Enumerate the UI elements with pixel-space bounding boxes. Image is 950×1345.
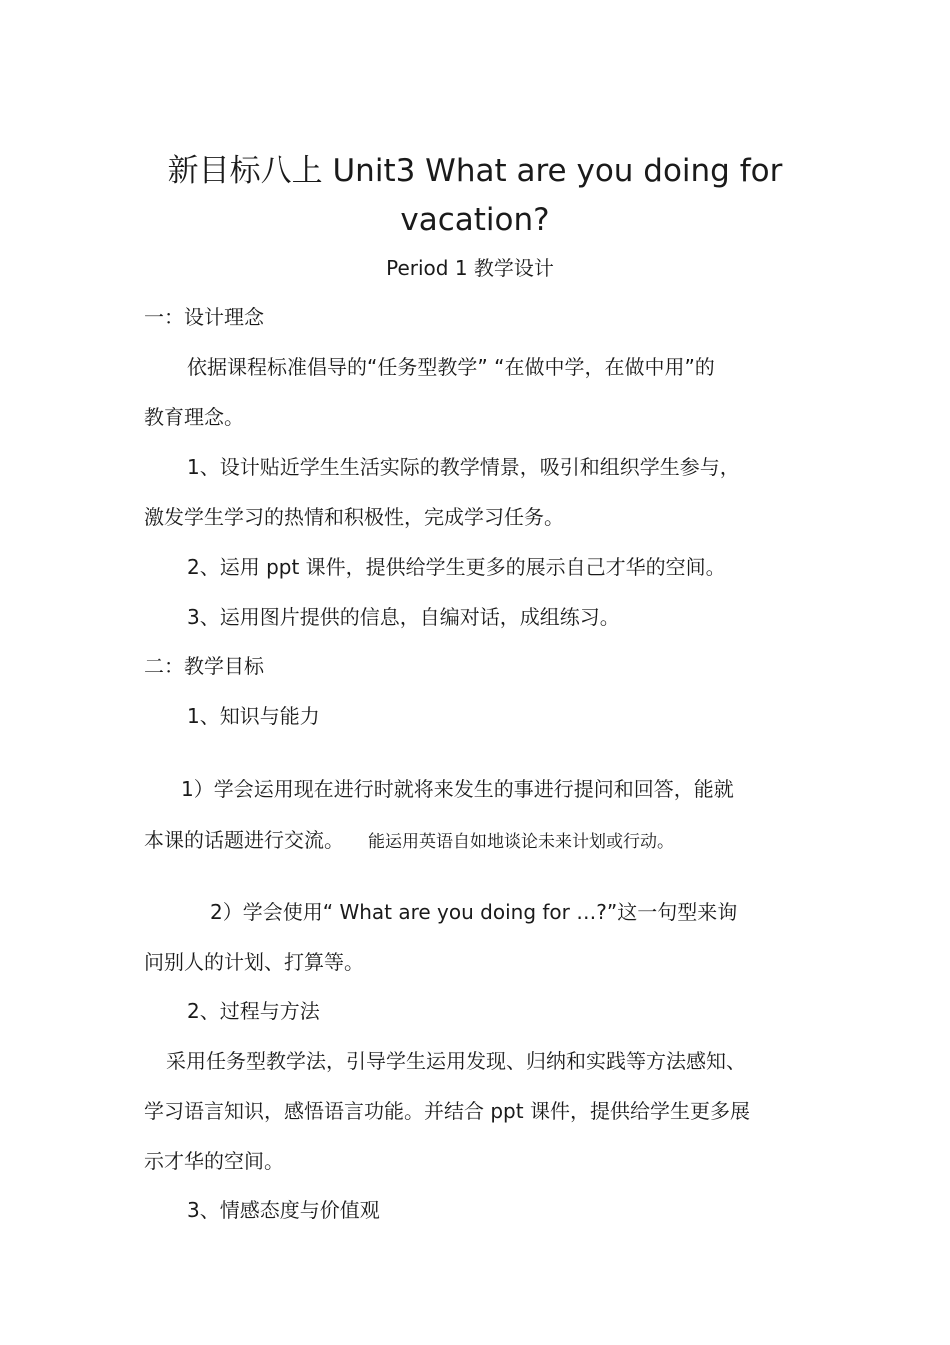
- paragraph-line: 学习语言知识，感悟语言功能。并结合 ppt 课件，提供给学生更多展: [144, 1099, 750, 1123]
- document-subtitle: Period 1 教学设计: [386, 256, 554, 280]
- document-title-line-2: vacation?: [400, 202, 550, 238]
- paragraph-line: 激发学生学习的热情和积极性，完成学习任务。: [144, 505, 564, 529]
- paragraph-line-small: 能运用英语自如地谈论未来计划或行动。: [368, 832, 674, 852]
- subsection-heading: 2、过程与方法: [187, 999, 320, 1023]
- paragraph-line: 依据课程标准倡导的“任务型教学” “在做中学，在做中用”的: [187, 355, 715, 379]
- paragraph-line: 教育理念。: [144, 405, 244, 429]
- list-item: 2、运用 ppt 课件，提供给学生更多的展示自己才华的空间。: [187, 555, 726, 579]
- section-heading-design-concept: 一：设计理念: [144, 305, 264, 329]
- section-heading-teaching-goals: 二：教学目标: [144, 654, 264, 678]
- paragraph-line: 示才华的空间。: [144, 1149, 284, 1173]
- paragraph-line: 采用任务型教学法，引导学生运用发现、归纳和实践等方法感知、: [166, 1049, 746, 1073]
- subsection-heading: 3、情感态度与价值观: [187, 1198, 380, 1222]
- paragraph-line: 问别人的计划、打算等。: [144, 950, 364, 974]
- list-item: 1）学会运用现在进行时就将来发生的事进行提问和回答，能就: [181, 777, 734, 801]
- list-item: 3、运用图片提供的信息，自编对话，成组练习。: [187, 605, 620, 629]
- list-item: 2）学会使用“ What are you doing for …?”这一句型来询: [210, 900, 738, 924]
- list-item: 1、设计贴近学生生活实际的教学情景，吸引和组织学生参与，: [187, 455, 740, 479]
- subsection-heading: 1、知识与能力: [187, 704, 320, 728]
- paragraph-line: 本课的话题进行交流。: [144, 828, 344, 852]
- document-title-line-1: 新目标八上 Unit3 What are you doing for: [167, 153, 783, 189]
